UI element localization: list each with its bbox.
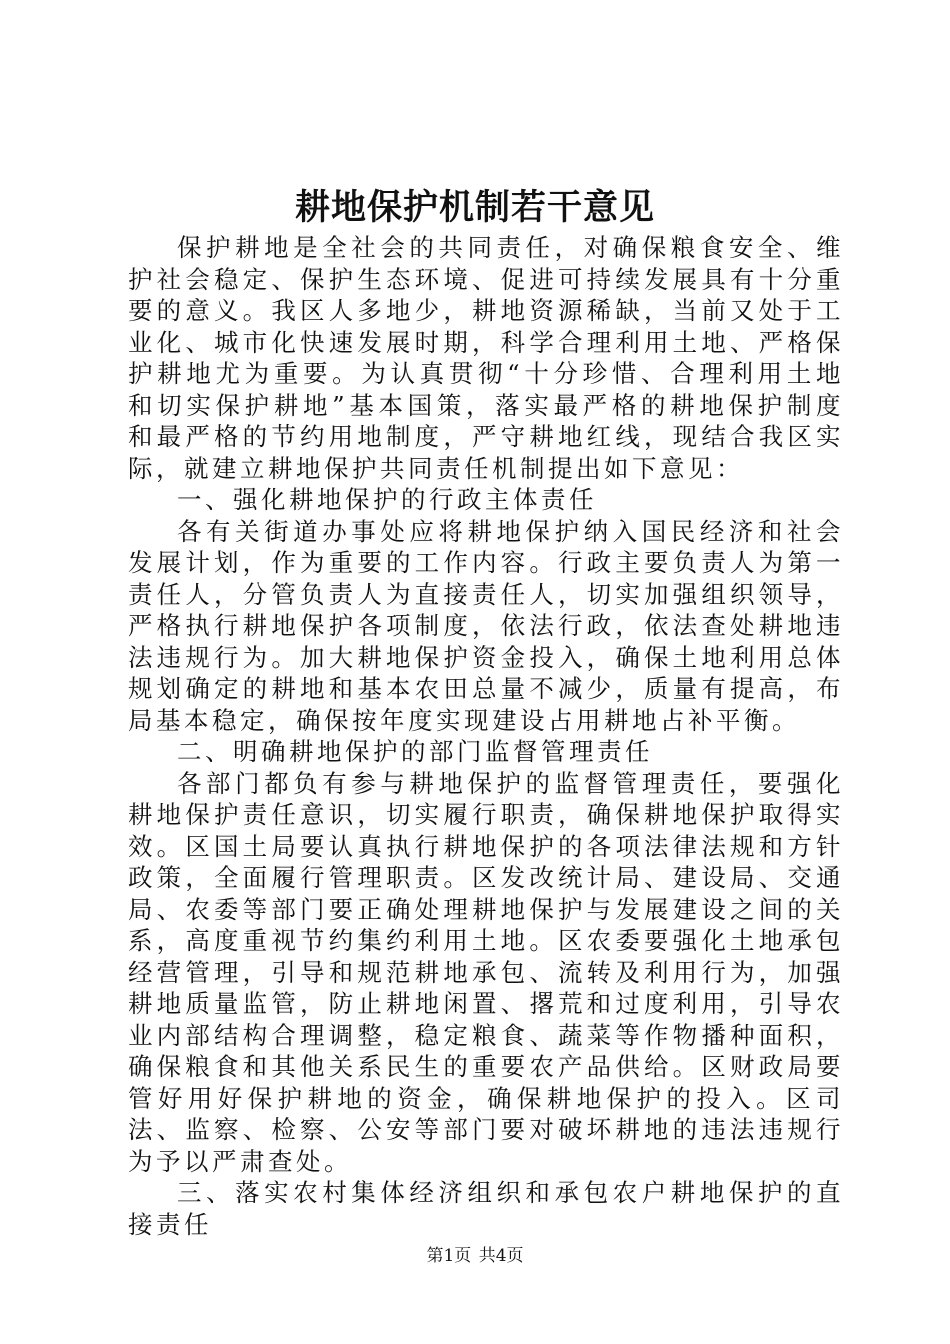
paragraph-intro: 保护耕地是全社会的共同责任，对确保粮食安全、维护社会稳定、保护生态环境、促进可持续发展具有十分重要的意义。我区人多地少，耕地资源稀缺，当前又处于工业化、城市化快速发展时期，科学合理利用土地、严格保护耕地尤为重要。为认真贯彻“十分珍惜、合理利用土地和切实保护耕地”基本国策，落实最严格的耕地保护制度和最严格的节约用地制度，严守耕地红线，现结合我区实际，就建立耕地保护共同责任机制提出如下意见： bbox=[128, 233, 844, 483]
document-body bbox=[128, 232, 844, 1240]
page-footer: 第1页 共4页 bbox=[426, 1246, 524, 1266]
paragraph-section-1: 各有关街道办事处应将耕地保护纳入国民经济和社会发展计划，作为重要的工作内容。行政主要负责人为第一责任人，分管负责人为直接责任人，切实加强组织领导，严格执行耕地保护各项制度，依法行政，依法查处耕地违法违规行为。加大耕地保护资金投入，确保土地利用总体规划确定的耕地和基本农田总量不减少，质量有提高，布局基本稳定，确保按年度实现建设占用耕地占补平衡。 bbox=[128, 516, 844, 735]
section-heading-2: 二、明确耕地保护的部门监督管理责任 bbox=[177, 737, 653, 766]
paragraph-section-2: 各部门都负有参与耕地保护的监督管理责任，要强化耕地保护责任意识，切实履行职责，确保耕地保护取得实效。区国土局要认真执行耕地保护的各项法律法规和方针政策，全面履行管理职责。区发改统计局、建设局、交通局、农委等部门要正确处理耕地保护与发展建设之间的关系，高度重视节约集约利用土地。区农委要强化土地承包经营管理，引导和规范耕地承包、流转及利用行为，加强耕地质量监管，防止耕地闲置、撂荒和过度利用，引导农业内部结构合理调整，稳定粮食、蔬菜等作物播种面积，确保粮食和其他关系民生的重要农产品供给。区财政局要管好用好保护耕地的资金，确保耕地保护的投入。区司法、监察、检察、公安等部门要对破坏耕地的违法违规行为予以严肃查处。 bbox=[128, 768, 844, 1176]
section-heading-1: 一、强化耕地保护的行政主体责任 bbox=[177, 485, 597, 514]
document-title: 耕地保护机制若干意见 bbox=[294, 187, 655, 228]
section-heading-3: 三、落实农村集体经济组织和承包农户耕地保护的直接责任 bbox=[128, 1178, 844, 1239]
